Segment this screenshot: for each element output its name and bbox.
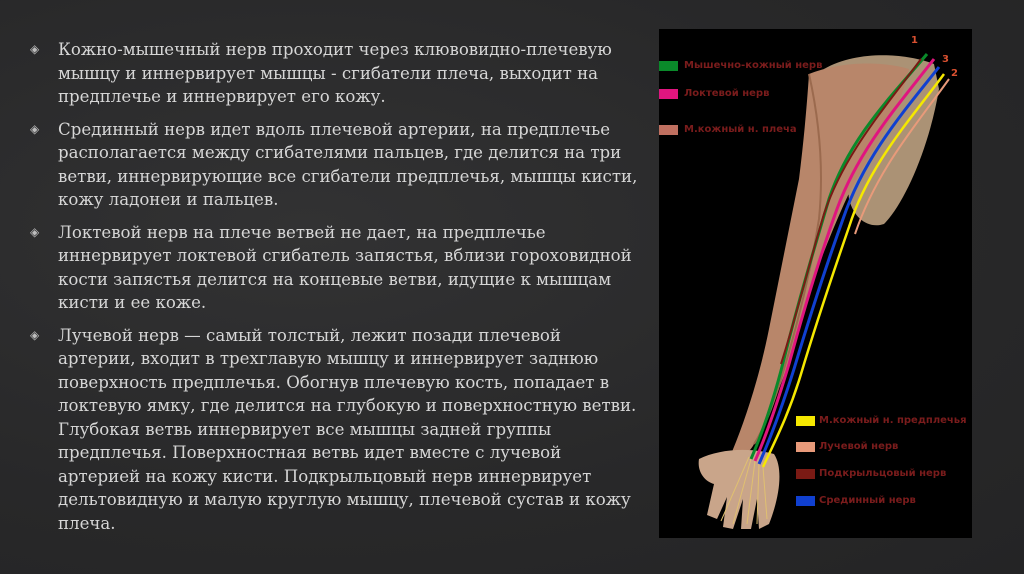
number-label: 1 — [911, 35, 918, 46]
diamond-bullet-icon: ◈ — [30, 121, 40, 136]
bullet-text: Лучевой нерв — самый толстый, лежит позади плечевой артерии, входит в трехглавую мышцу и иннервирует заднюю поверхность предплечья. Обогнув плечевую кость, попадает в локтевую ямку, где делится на глубокую и поверхностную ветви. Глубокая ветвь иннервирует все мышцы задней группы предплечья. Поверхностная ветвь идет вместе с лучевой артерией на кожу кисти. Подкрыльцовый нерв иннервирует дельтовидную и малую круглую мышцу, плечевой сустав и кожу плеча. — [58, 325, 637, 533]
legend-swatch — [796, 442, 815, 452]
legend-swatch — [796, 496, 815, 506]
legend-label: Подкрыльцовый нерв — [819, 468, 947, 479]
legend-swatch — [659, 125, 678, 135]
bullet-text: Кожно-мышечный нерв проходит через клювовидно-плечевую мышцу и иннервирует мышцы - сгибатели плеча, выходит на предплечье и иннервирует его кожу. — [58, 40, 612, 106]
bullet-item — [28, 324, 638, 536]
number-label: 3 — [942, 54, 949, 65]
number-label: 2 — [951, 68, 958, 79]
bullet-item — [28, 118, 638, 212]
bullet-text: Локтевой нерв на плече ветвей не дает, на предплечье иннервирует локтевой сгибатель запястья, вблизи гороховидной кости запястья делится на концевые ветви, идущие к мышцам кисти и ее коже. — [58, 222, 632, 312]
bullet-list — [28, 38, 638, 544]
arm-drawing — [659, 29, 972, 538]
legend-swatch — [659, 89, 678, 99]
bullet-item — [28, 221, 638, 315]
arm-nerves-illustration — [659, 29, 972, 538]
bullet-item — [28, 38, 638, 109]
legend-label: Срединный нерв — [819, 495, 916, 506]
diamond-bullet-icon: ◈ — [30, 224, 40, 239]
legend-swatch — [659, 61, 678, 71]
diamond-bullet-icon: ◈ — [30, 327, 40, 342]
legend-swatch — [796, 416, 815, 426]
legend-label: Локтевой нерв — [684, 88, 770, 99]
legend-label: Мышечно-кожный нерв — [684, 60, 823, 71]
diamond-bullet-icon: ◈ — [30, 42, 40, 56]
bullet-text: Срединный нерв идет вдоль плечевой артерии, на предплечье располагается между сгибателями пальцев, где делится на три ветви, иннервирующие все сгибатели предплечья, мышцы кисти, кожу ладонеи и пальцев. — [58, 119, 638, 209]
legend-label: М.кожный н. плеча — [684, 124, 797, 135]
legend-swatch — [796, 469, 815, 479]
legend-label: Лучевой нерв — [819, 441, 899, 452]
legend-label: М.кожный н. предплечья — [819, 415, 967, 426]
